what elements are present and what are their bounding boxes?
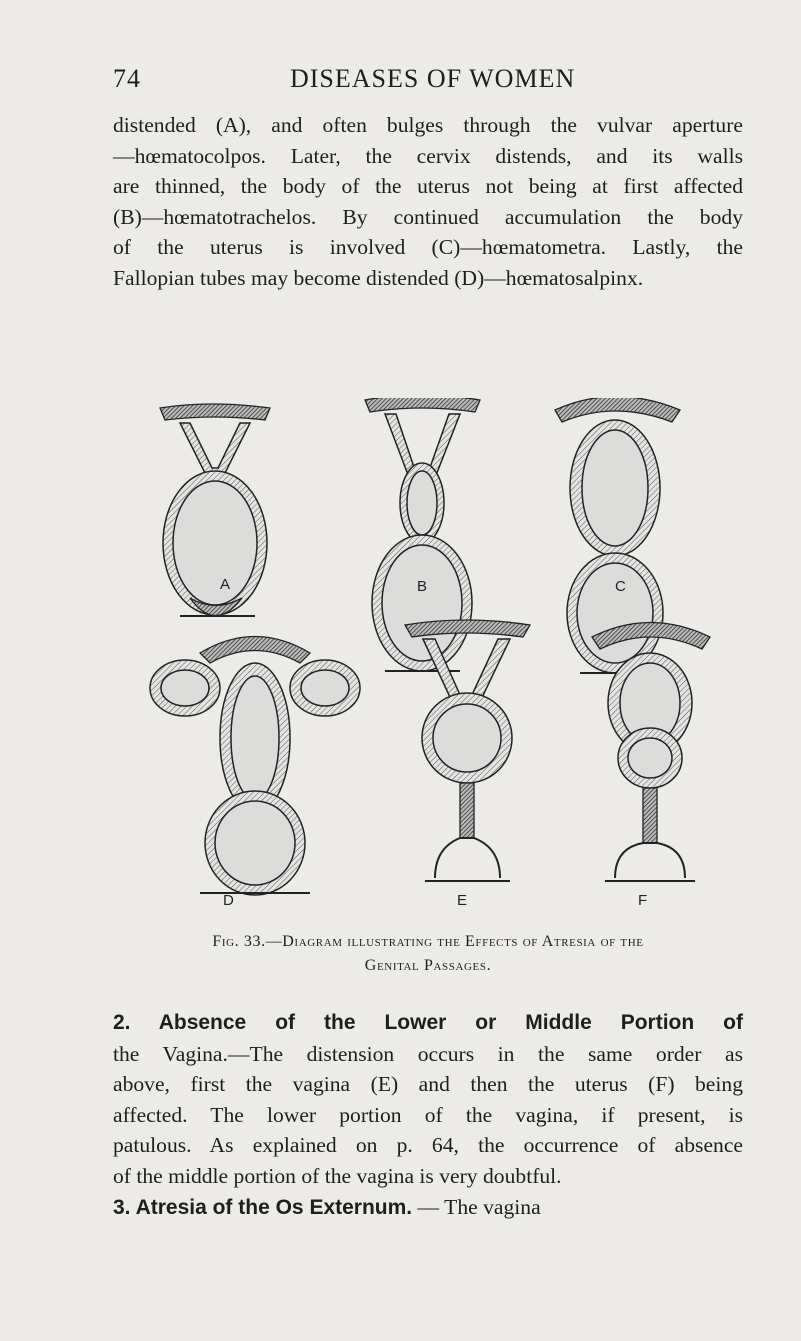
section-3-heading: 3. Atresia of the Os Externum. (113, 1196, 413, 1219)
text-line: (B)—hœmatotrachelos. By continued accumulation the body (113, 204, 743, 229)
text-line: —hœmatocolpos. Later, the cervix distends, and its walls (113, 143, 743, 168)
section-3-text: — The vagina (412, 1195, 541, 1219)
figure-caption (113, 930, 743, 978)
diagram-a (160, 404, 270, 616)
section-3-paragraph (113, 1192, 743, 1224)
atresia-diagram-figure (140, 398, 720, 908)
text-line: patulous. As explained on p. 64, the occurrence of absence (113, 1133, 743, 1157)
atresia-diagram (140, 398, 720, 908)
text-line: are thinned, the body of the uterus not being at first affected (113, 174, 743, 198)
text-line: above, first the vagina (E) and then the uterus (F) being (113, 1072, 743, 1096)
text-line: distended (A), and often bulges through the vulvar aperture (113, 113, 743, 137)
figure-label-b: B (417, 578, 428, 595)
caption-text-line1: —Diagram illustrating the Effects of Atresia of the (265, 933, 644, 950)
figure-label-c: C (615, 578, 626, 595)
text-line: of the uterus is involved (C)—hœmatometra. Lastly, the (113, 235, 743, 259)
text-line: affected. The lower portion of the vagina, if present, is (113, 1102, 743, 1127)
page-number: 74 (113, 64, 141, 93)
caption-fig-number: Fig. 33. (212, 933, 266, 950)
diagram-d (150, 637, 360, 896)
text-line: of the middle portion of the vagina is very doubtful. (113, 1163, 562, 1188)
running-title: DISEASES OF WOMEN (290, 64, 576, 93)
section-2-heading: 2. Absence of the Lower or Middle Portion of (113, 1011, 743, 1034)
figure-label-d: D (223, 892, 234, 909)
text-line (113, 1192, 743, 1224)
intro-paragraph (113, 110, 743, 293)
section-2-paragraph (113, 1008, 743, 1191)
caption-text-line2: Genital Passages. (364, 957, 492, 974)
text-line: Fallopian tubes may become distended (D)—hœmatosalpinx. (113, 265, 644, 290)
figure-label-e: E (457, 892, 468, 909)
figure-label-a: A (220, 576, 231, 593)
figure-label-f: F (638, 892, 648, 909)
text-line: the Vagina.—The distension occurs in the same order as (113, 1041, 743, 1066)
page-header (0, 58, 801, 98)
